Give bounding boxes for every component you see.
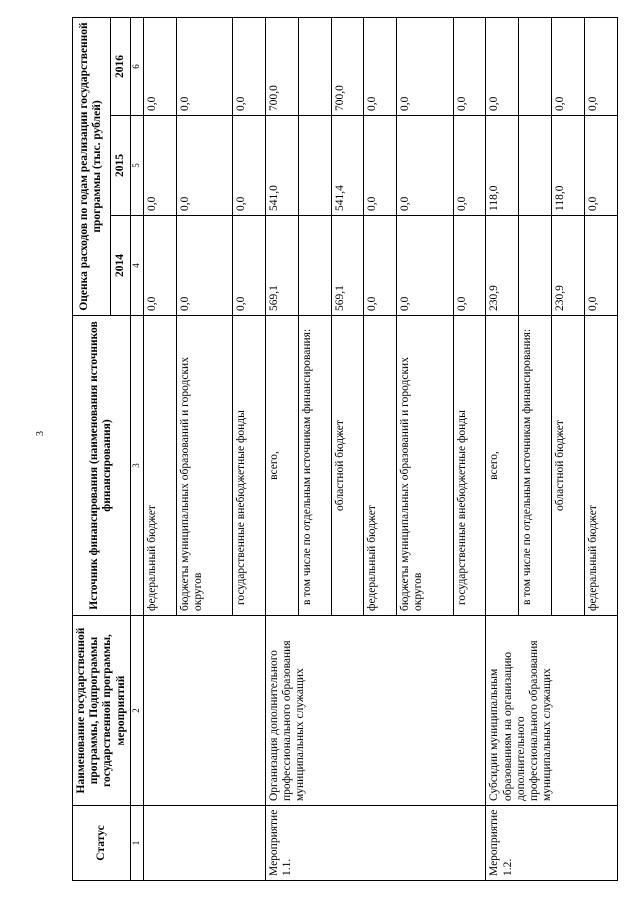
source-cell: бюджеты муниципальных образований и городских округов [397, 316, 454, 616]
column-number: 1 [130, 806, 143, 881]
value-2015: 0,0 [233, 116, 266, 216]
name-cell: Субсидии муниципальным образованиям на организацию дополнительного профессионального образования муниципальных служащих [486, 616, 617, 806]
source-cell: государственные внебюджетные фонды [233, 316, 266, 616]
status-cell [143, 806, 265, 881]
header-estimate: Оценка расходов по годам реализации государственной программы (тыс. рублей) [73, 17, 111, 315]
source-cell: федеральный бюджет [584, 316, 617, 616]
column-number: 4 [130, 216, 143, 316]
source-cell: федеральный бюджет [364, 316, 397, 616]
header-year-2015: 2015 [110, 116, 130, 216]
column-number: 3 [130, 316, 143, 616]
value-2015: 0,0 [584, 116, 617, 216]
value-2014 [298, 216, 331, 316]
value-2015: 0,0 [176, 116, 233, 216]
table-row [266, 17, 299, 880]
value-2016: 0,0 [233, 17, 266, 115]
value-2015: 0,0 [397, 116, 454, 216]
header-status: Статус [73, 806, 131, 881]
value-2014: 0,0 [143, 216, 176, 316]
source-cell: бюджеты муниципальных образований и городских округов [176, 316, 233, 616]
value-2016: 0,0 [486, 17, 519, 115]
column-number: 2 [130, 616, 143, 806]
value-2016: 0,0 [552, 17, 585, 115]
value-2016: 0,0 [453, 17, 486, 115]
value-2016 [298, 17, 331, 115]
source-cell: всего, [266, 316, 299, 616]
source-cell: областной бюджет [331, 316, 364, 616]
value-2016: 0,0 [364, 17, 397, 115]
value-2014: 569,1 [331, 216, 364, 316]
value-2014: 0,0 [584, 216, 617, 316]
source-cell: в том числе по отдельным источникам финансирования: [519, 316, 552, 616]
status-cell: Мероприятие 1.2. [486, 806, 617, 881]
value-2016: 0,0 [176, 17, 233, 115]
value-2015: 118,0 [552, 116, 585, 216]
header-source: Источник финансирования (наименования источников финансирования) [73, 316, 131, 616]
value-2015: 118,0 [486, 116, 519, 216]
source-cell: государственные внебюджетные фонды [453, 316, 486, 616]
table-row [486, 17, 519, 880]
source-cell: федеральный бюджет [143, 316, 176, 616]
value-2014: 0,0 [397, 216, 454, 316]
value-2014: 0,0 [176, 216, 233, 316]
value-2014: 230,9 [552, 216, 585, 316]
value-2016: 0,0 [397, 17, 454, 115]
column-number: 5 [130, 116, 143, 216]
value-2015: 541,0 [266, 116, 299, 216]
source-cell: в том числе по отдельным источникам финансирования: [298, 316, 331, 616]
value-2015: 541,4 [331, 116, 364, 216]
header-year-2014: 2014 [110, 216, 130, 316]
value-2015: 0,0 [453, 116, 486, 216]
value-2016: 0,0 [584, 17, 617, 115]
value-2014: 0,0 [453, 216, 486, 316]
value-2016 [519, 17, 552, 115]
source-cell: всего, [486, 316, 519, 616]
value-2014: 569,1 [266, 216, 299, 316]
value-2014: 0,0 [364, 216, 397, 316]
name-cell: Организация дополнительного профессионального образования муниципальных служащих [266, 616, 486, 806]
value-2015 [298, 116, 331, 216]
value-2016: 0,0 [143, 17, 176, 115]
header-year-2016: 2016 [110, 17, 130, 115]
value-2016: 700,0 [266, 17, 299, 115]
source-cell: областной бюджет [552, 316, 585, 616]
value-2014: 0,0 [233, 216, 266, 316]
page-number: 3 [35, 431, 46, 436]
name-cell [143, 616, 265, 806]
status-cell: Мероприятие 1.1. [266, 806, 486, 881]
value-2015: 0,0 [143, 116, 176, 216]
value-2014 [519, 216, 552, 316]
header-name: Наименование государственной программы, Подпрограммы государственной программы, мероприятий [73, 616, 131, 806]
value-2016: 700,0 [331, 17, 364, 115]
value-2015: 0,0 [364, 116, 397, 216]
document-page [72, 18, 612, 881]
table-row [143, 17, 176, 880]
value-2015 [519, 116, 552, 216]
column-number: 6 [130, 17, 143, 115]
value-2014: 230,9 [486, 216, 519, 316]
financing-table [72, 17, 618, 881]
rotated-table-wrapper [72, 18, 612, 881]
